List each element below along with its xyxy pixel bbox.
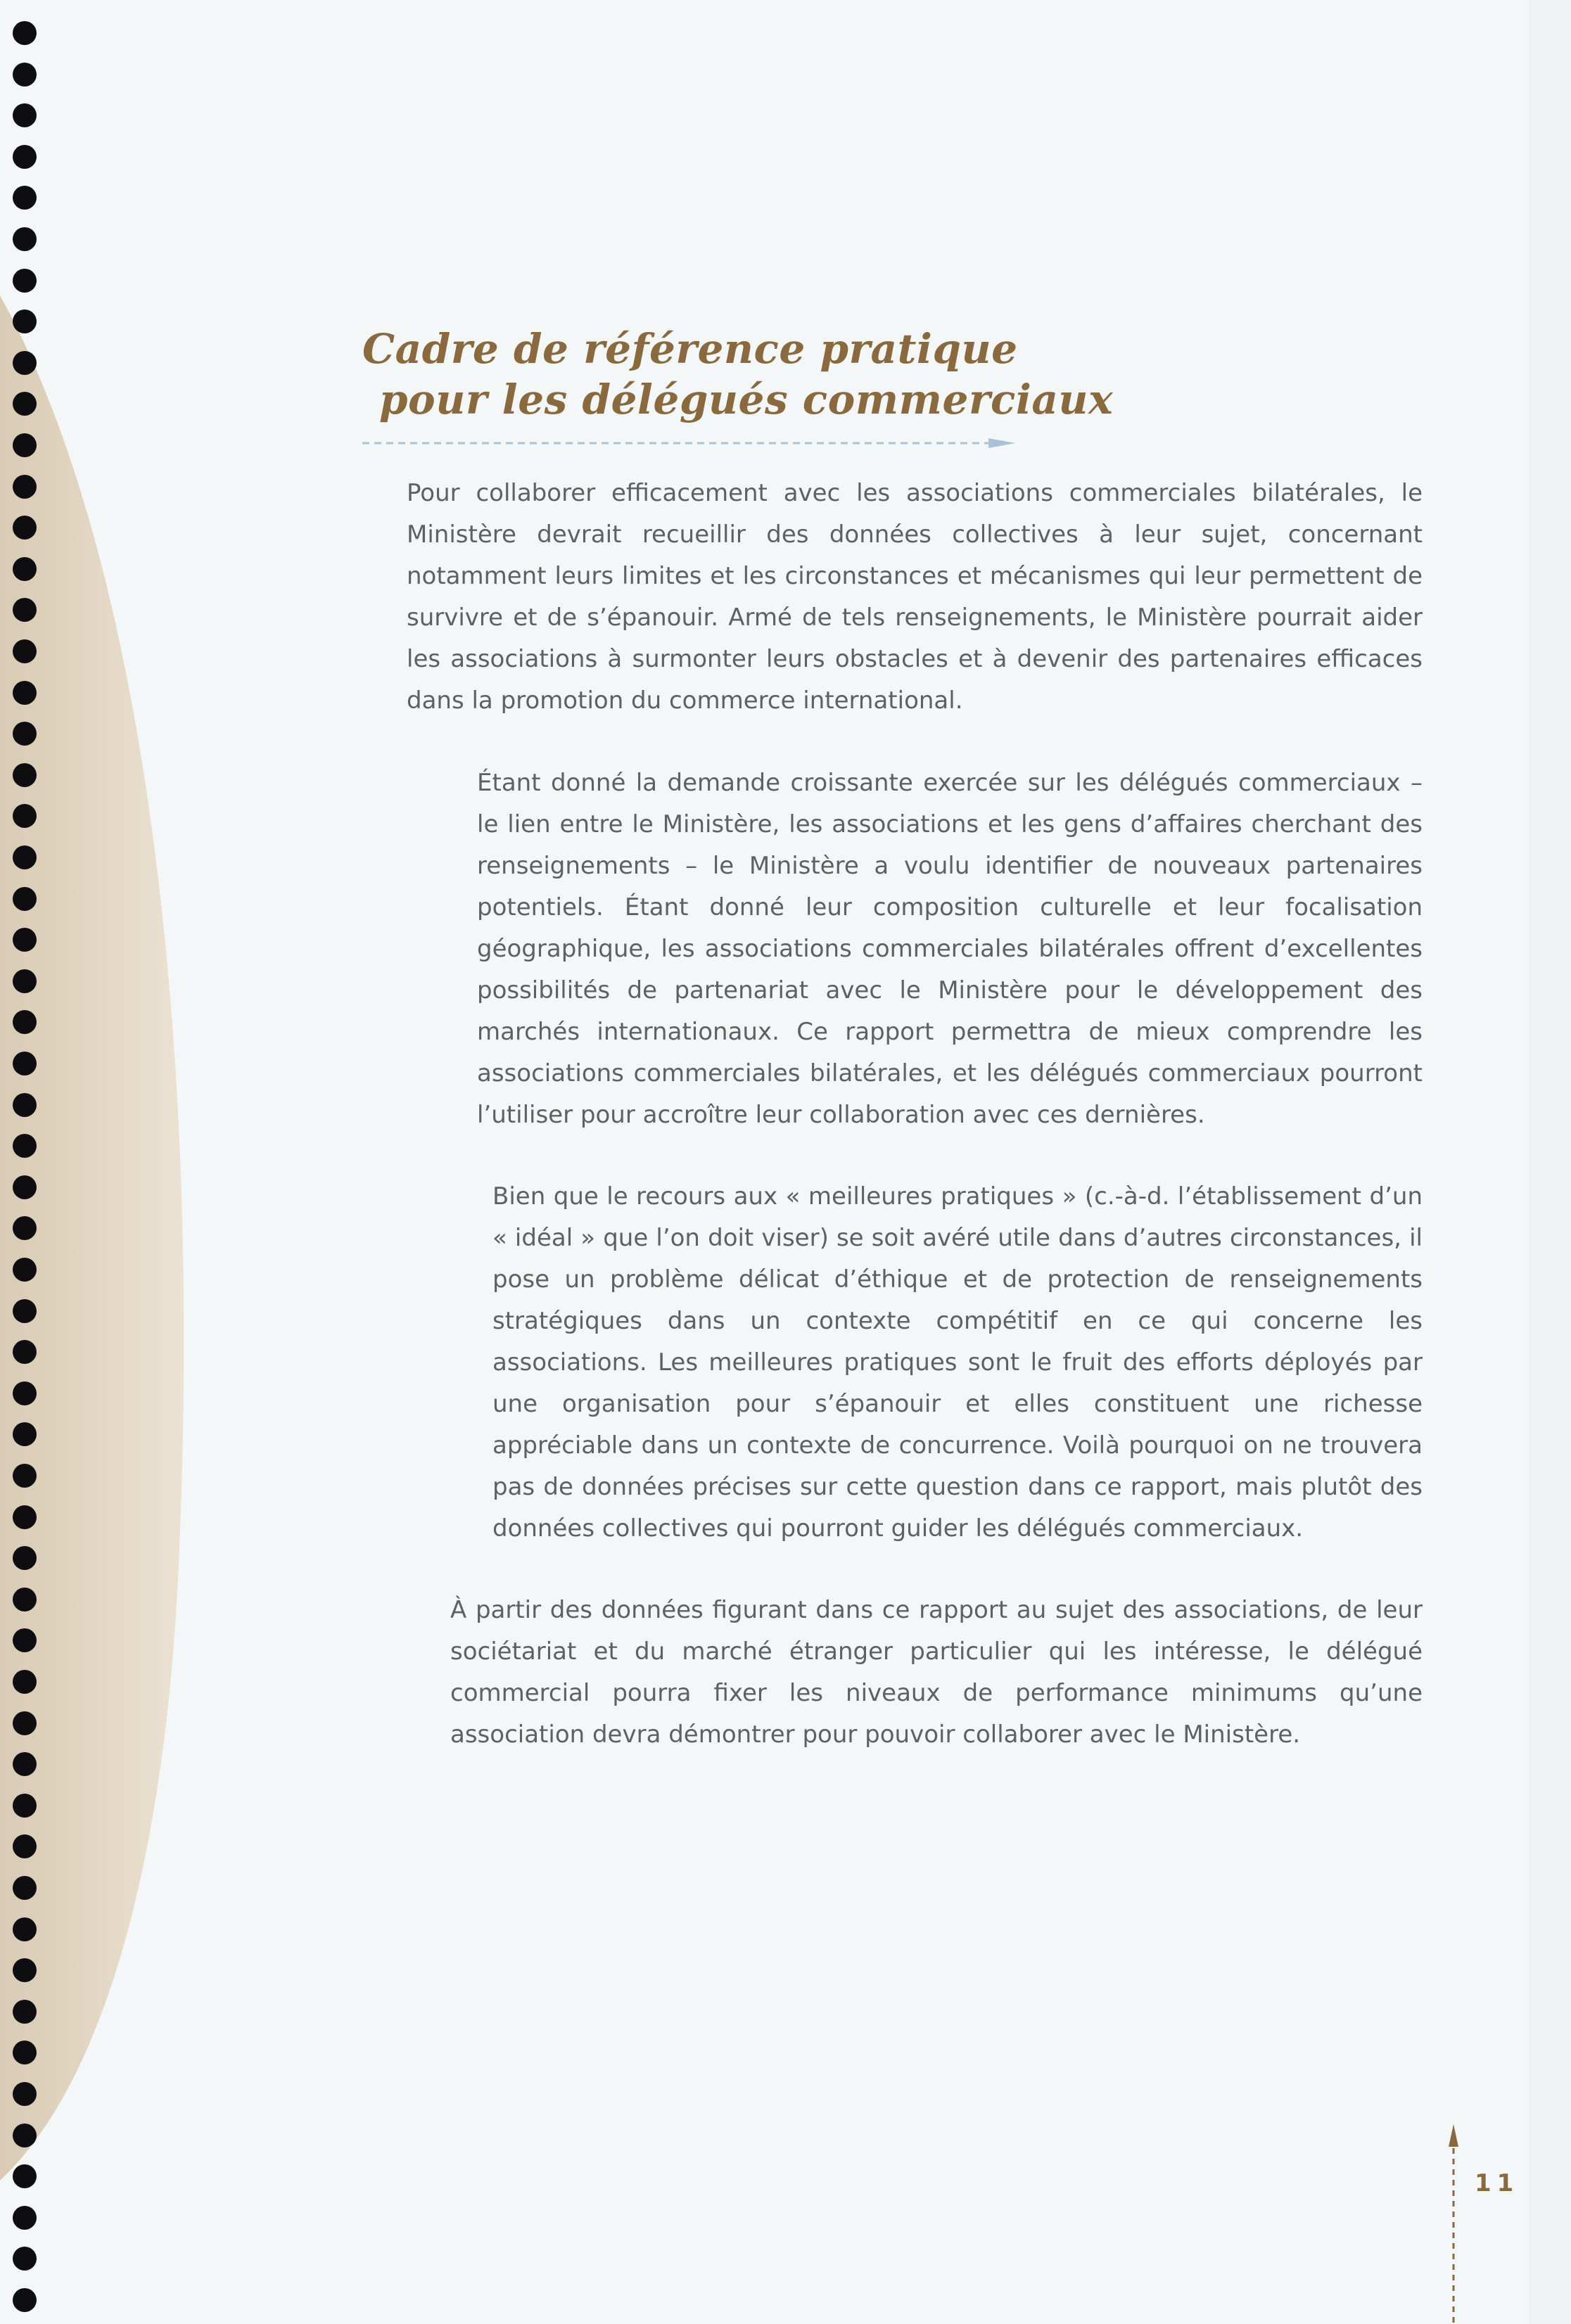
binding-hole: [13, 557, 37, 581]
binding-hole: [13, 475, 37, 499]
binding-hole: [13, 1628, 37, 1652]
paragraph-1: Pour collaborer efficacement avec les associations commerciales bilatérales, le Ministère devrait recueillir des données collectives à leur sujet, concernant notamment leurs limites et les circonstances et mécanismes qui leur permettent de survivre et de s’épanouir. Armé de tels renseignements, le Ministère pourrait aider les associations à surmonter leurs obstacles et à devenir des partenaires efficaces dans la promotion du commerce international.: [407, 479, 1423, 715]
binding-hole: [13, 2206, 37, 2230]
binding-hole: [13, 639, 37, 663]
binding-hole: [13, 969, 37, 993]
paragraph-4: À partir des données figurant dans ce rapport au sujet des associations, de leur sociétariat et du marché étranger particulier qui les intéresse, le délégué commercial pourra fixer les niveaux de performance minimums qu’une association devra démontrer pour pouvoir collaborer avec le Ministère.: [450, 1596, 1423, 1749]
page-edge: [1529, 0, 1571, 2324]
binding-hole: [13, 1258, 37, 1282]
binding-hole: [13, 2164, 37, 2188]
binding-hole: [13, 1216, 37, 1240]
binding-hole: [13, 1422, 37, 1446]
binding-hole: [13, 1093, 37, 1117]
binding-hole: [13, 928, 37, 952]
binding-hole: [13, 269, 37, 293]
binding-hole: [13, 887, 37, 911]
binding-holes: [6, 21, 48, 2314]
binding-hole: [13, 186, 37, 210]
binding-hole: [13, 1752, 37, 1776]
arrow-up-icon: [1449, 2124, 1458, 2147]
binding-hole: [13, 1834, 37, 1858]
binding-hole: [13, 1299, 37, 1323]
binding-hole: [13, 1505, 37, 1529]
binding-hole: [13, 1711, 37, 1735]
binding-hole: [13, 433, 37, 457]
binding-hole: [13, 804, 37, 828]
binding-hole: [13, 227, 37, 251]
binding-hole: [13, 21, 37, 45]
title-dashed-rule: [362, 436, 1017, 450]
binding-hole: [13, 2000, 37, 2024]
binding-hole: [13, 103, 37, 127]
binding-hole: [13, 63, 37, 87]
binding-hole: [13, 351, 37, 375]
binding-hole: [13, 845, 37, 869]
binding-hole: [13, 309, 37, 333]
binding-hole: [13, 1876, 37, 1900]
binding-hole: [13, 1958, 37, 1982]
page-number: 11: [1475, 2169, 1520, 2197]
binding-hole: [13, 1588, 37, 1611]
binding-hole: [13, 1464, 37, 1488]
title-line-1: Cadre de référence pratique: [362, 325, 1018, 373]
binding-hole: [13, 1052, 37, 1075]
binding-hole: [13, 2124, 37, 2147]
binding-hole: [13, 722, 37, 746]
binding-hole: [13, 2288, 37, 2312]
binding-hole: [13, 2041, 37, 2064]
binding-hole: [13, 392, 37, 416]
paragraph-2: Étant donné la demande croissante exercée sur les délégués commerciaux – le lien entre le Ministère, les associations et les gens d’affaires cherchant des renseignements – le Ministère a voulu identifier de nouveaux partenaires potentiels. Étant donné leur composition culturelle et leur focalisation géographique, les associations commerciales bilatérales offrent d’excellentes possibilités de partenariat avec le Ministère pour le développement des marchés internationaux. Ce rapport permettra de mieux comprendre les associations commerciales bilatérales, et les délégués commerciaux pourront l’utiliser pour accroître leur collaboration avec ces dernières.: [477, 769, 1423, 1129]
binding-hole: [13, 763, 37, 787]
paragraph-3: Bien que le recours aux « meilleures pratiques » (c.-à-d. l’établissement d’un « idéal » que l’on doit viser) se soit avéré utile dans d’autres circonstances, il pose un problème délicat d’éthique et de protection de renseignements stratégiques dans un contexte compétitif en ce qui concerne les associations. Les meilleures pratiques sont le fruit des efforts déployés par une organisation pour s’épanouir et elles constituent une richesse appréciable dans un contexte de concurrence. Voilà pourquoi on ne trouvera pas de données précises sur cette question dans ce rapport, mais plutôt des données collectives qui pourront guider les délégués commerciaux.: [492, 1182, 1423, 1543]
binding-hole: [13, 1175, 37, 1199]
binding-hole: [13, 1794, 37, 1818]
title-line-2: pour les délégués commerciaux: [379, 376, 1114, 423]
arrow-right-icon: [988, 438, 1015, 448]
binding-hole: [13, 1670, 37, 1694]
binding-hole: [13, 145, 37, 169]
binding-hole: [13, 681, 37, 705]
binding-hole: [13, 1917, 37, 1941]
page-number-rule: [1446, 2124, 1461, 2324]
binding-hole: [13, 1134, 37, 1158]
binding-hole: [13, 1546, 37, 1570]
page-title: [362, 324, 1114, 425]
binding-hole: [13, 1340, 37, 1364]
binding-hole: [13, 2082, 37, 2106]
binding-hole: [13, 1010, 37, 1034]
binding-hole: [13, 2247, 37, 2271]
binding-hole: [13, 1381, 37, 1405]
binding-hole: [13, 516, 37, 540]
binding-hole: [13, 598, 37, 622]
